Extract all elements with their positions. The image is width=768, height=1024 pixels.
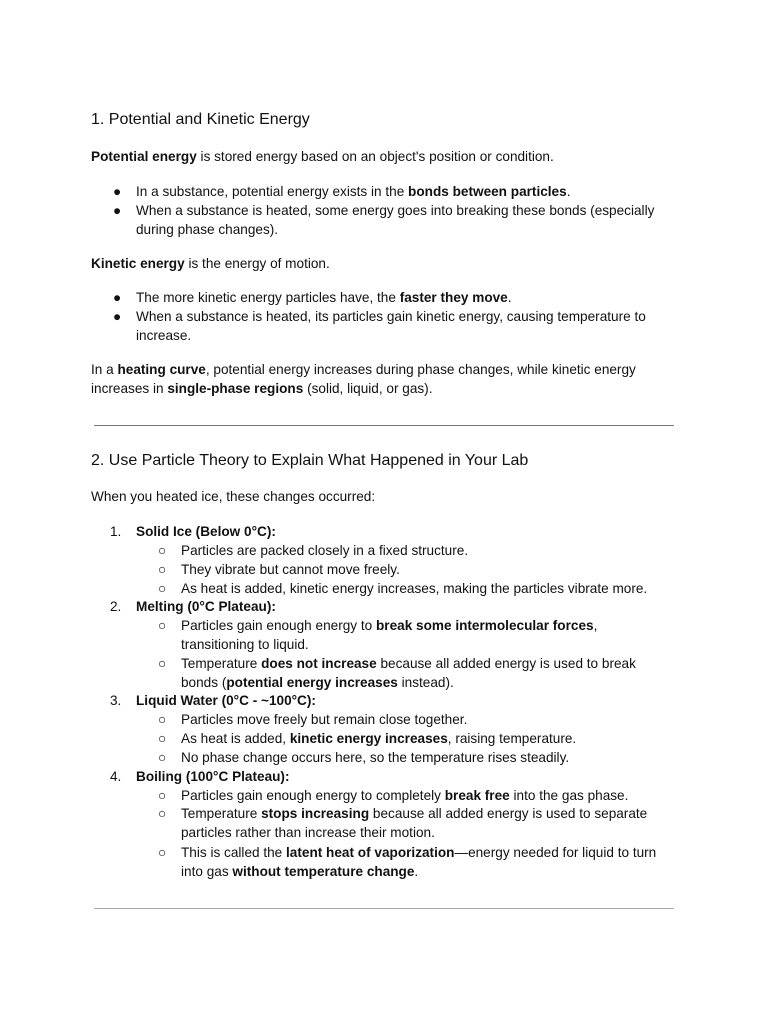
- bullet-text: In a substance, potential energy exists in the bonds between particles.: [136, 184, 571, 199]
- circle-bullet-icon: ○: [158, 543, 167, 558]
- bullet-icon: ●: [113, 309, 122, 324]
- bullet-text: When a substance is heated, its particles gain kinetic energy, causing temperature to increase.: [136, 309, 646, 343]
- document-page: 1. Potential and Kinetic Energy Potential energy is stored energy based on an object's position or condition. ● In a substance, potential energy exists in the bonds between particles. ● When a substance is heated, some energy goes into breaking these bonds (especially during phase changes). Kinetic energy is the energy of motion. ● The more kinetic energy particles have, the faster they move. ● When a substance is heated, its particles gain kinetic energy, causing temperature to increase. In a heating curve, potential energy increases during phase changes, while kinetic energy increases in single-phase regions (solid, liquid, or gas). 2. Use Particle Theory to Explain What Happened in Your Lab When you heated ice, these changes occurred: 1. Solid Ice (Below 0°C): ○ Particles are packed closely in a fixed structure. ○ They vibrate but cannot move freely. ○ As heat is added, kinetic energy increases, making the particles vibrate more. 2. Melting (0°C Plateau): ○ Particles gain enough energy to break some intermolecular forces, transitioning to liquid. ○ Temperature does not increase because all added energy is used to break bonds (potential energy increases instead). 3. Liquid Water (0°C - ~100°C): ○ Particles move freely but remain close together. ○ As heat is added, kinetic energy increases, raising temperature. ○ No phase change occurs here, so the temperature rises steadily. 4. Boiling (100°C Plateau): ○ Particles gain enough energy to completely break free into the gas phase. ○ Temperature stops increasing because all added energy is used to separate particles rather than increase their motion. ○ This is called the latent heat of vaporization—energy needed for liquid to turn into gas without temperature change.: [0, 0, 768, 1024]
- text: is stored energy based on an object's position or condition.: [196, 149, 554, 164]
- circle-bullet-icon: ○: [158, 712, 167, 727]
- item-title: Melting (0°C Plateau):: [136, 599, 276, 614]
- circle-bullet-icon: ○: [158, 731, 167, 746]
- section-2-heading: 2. Use Particle Theory to Explain What Happened in Your Lab: [91, 452, 529, 469]
- item-title: Solid Ice (Below 0°C):: [136, 524, 276, 539]
- circle-bullet-icon: ○: [158, 618, 167, 633]
- circle-bullet-icon: ○: [158, 845, 167, 860]
- bold-term: Potential energy: [91, 149, 197, 164]
- circle-bullet-icon: ○: [158, 750, 167, 765]
- circle-bullet-icon: ○: [158, 562, 167, 577]
- intro-paragraph: When you heated ice, these changes occurred:: [91, 489, 376, 504]
- item-title: Boiling (100°C Plateau):: [136, 769, 290, 784]
- item-number: 1.: [110, 524, 122, 539]
- bullet-text: The more kinetic energy particles have, the faster they move.: [136, 290, 512, 305]
- horizontal-divider: [94, 908, 674, 909]
- item-number: 3.: [110, 693, 122, 708]
- circle-bullet-icon: ○: [158, 581, 167, 596]
- item-title: Liquid Water (0°C - ~100°C):: [136, 693, 316, 708]
- item-number: 2.: [110, 599, 122, 614]
- text: is the energy of motion.: [184, 256, 330, 271]
- horizontal-divider: [94, 425, 674, 426]
- kinetic-energy-paragraph: [91, 254, 691, 273]
- bullet-icon: ●: [113, 184, 122, 199]
- heating-curve-paragraph: In a heating curve, potential energy increases during phase changes, while kinetic energy increases in single-phase regions (solid, liquid, or gas).: [91, 362, 636, 396]
- circle-bullet-icon: ○: [158, 806, 167, 821]
- bullet-icon: ●: [113, 290, 122, 305]
- bold-term: Kinetic energy: [91, 256, 185, 271]
- circle-bullet-icon: ○: [158, 788, 167, 803]
- potential-energy-paragraph: [91, 147, 691, 166]
- circle-bullet-icon: ○: [158, 656, 167, 671]
- section-1-heading: 1. Potential and Kinetic Energy: [91, 111, 310, 128]
- bullet-icon: ●: [113, 203, 122, 218]
- bullet-text: When a substance is heated, some energy goes into breaking these bonds (especially during phase changes).: [136, 203, 655, 237]
- item-number: 4.: [110, 769, 122, 784]
